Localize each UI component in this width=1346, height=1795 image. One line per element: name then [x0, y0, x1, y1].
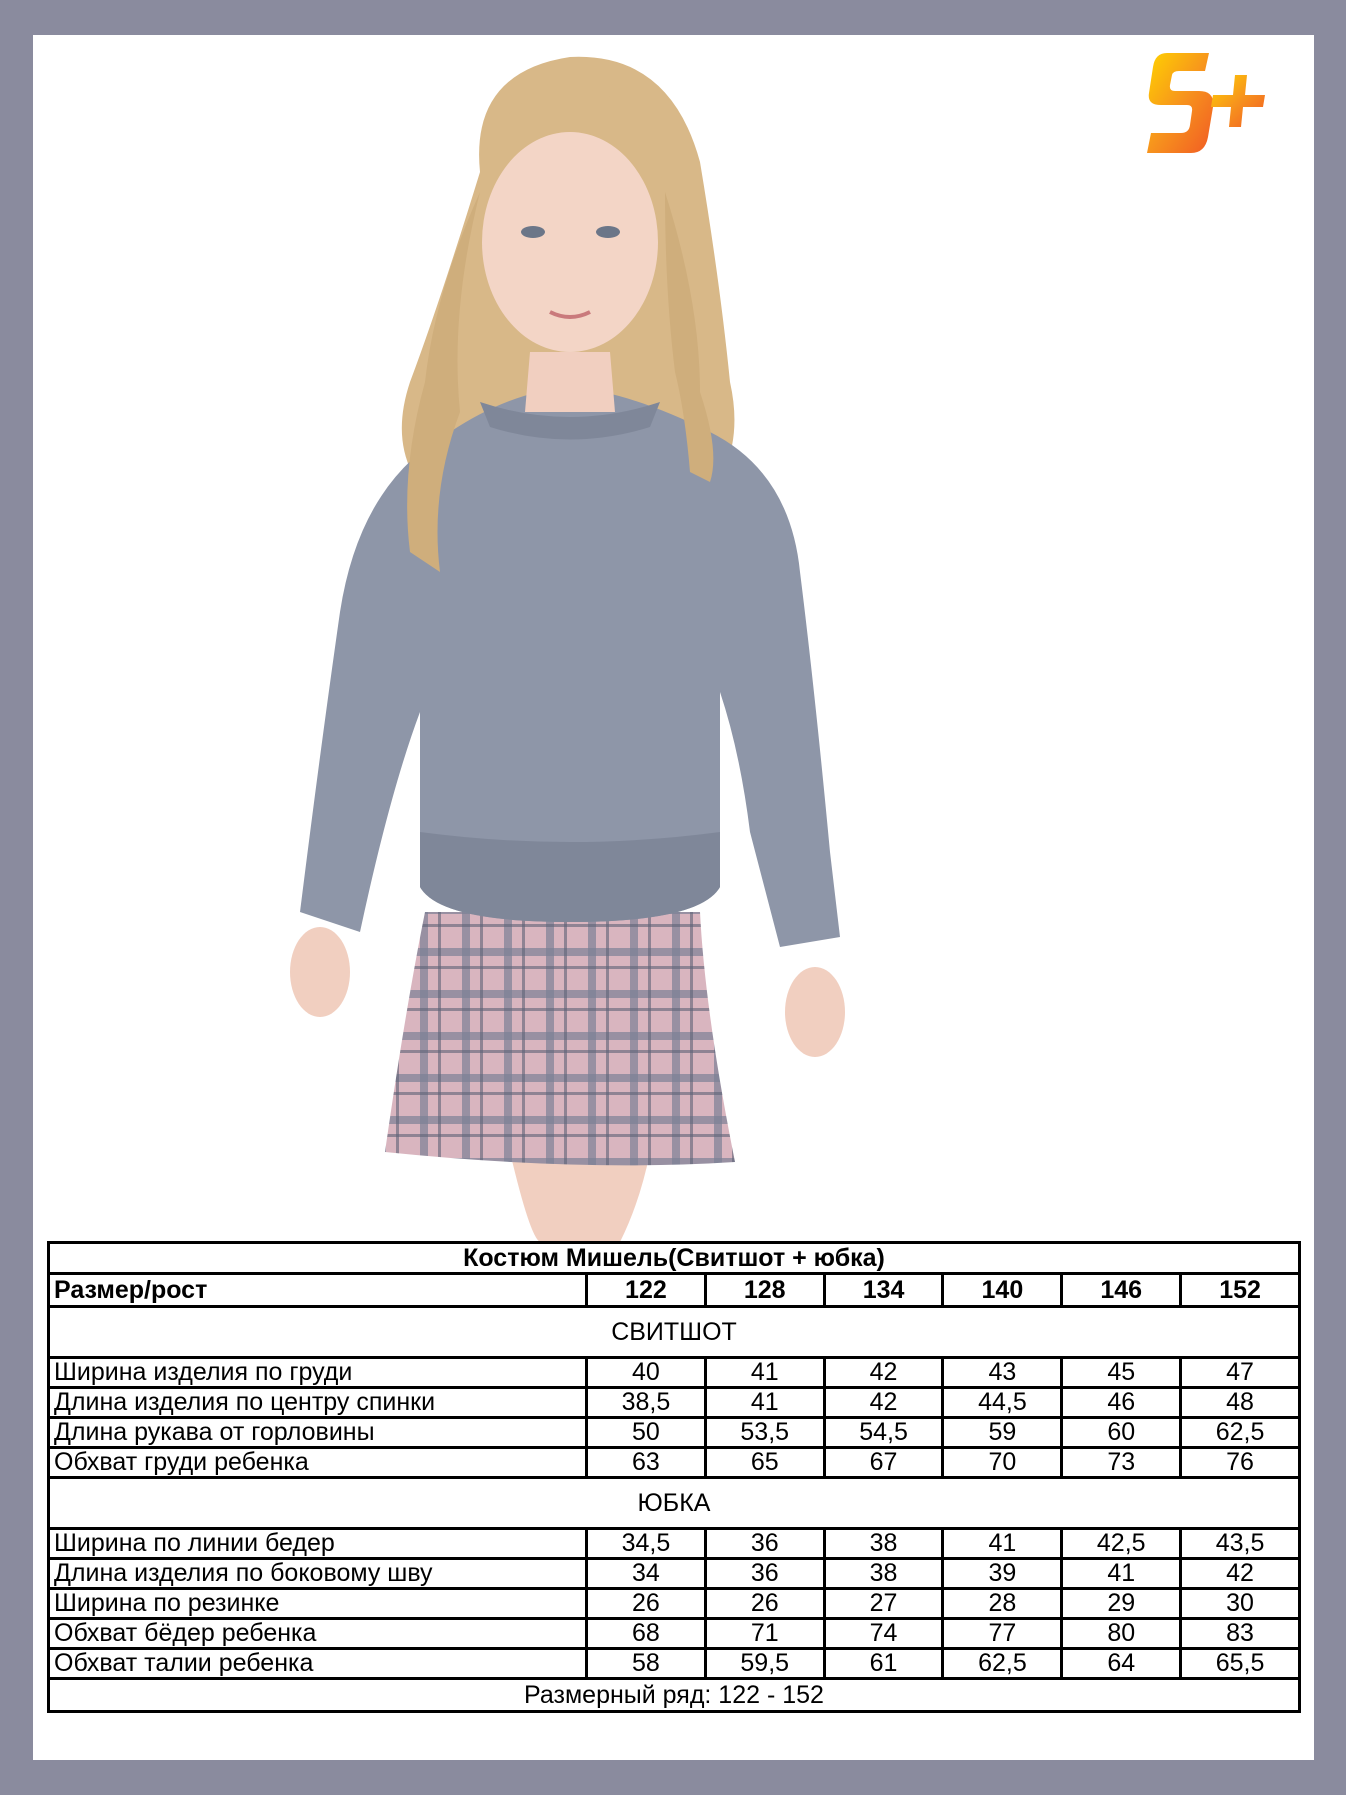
measurement-label: Ширина по резинке [49, 1589, 587, 1619]
measurement-value: 41 [1062, 1559, 1181, 1589]
measurement-label: Обхват груди ребенка [49, 1448, 587, 1478]
section-title: ЮБКА [49, 1478, 1300, 1529]
measurement-label: Длина рукава от горловины [49, 1418, 587, 1448]
measurement-value: 42 [1181, 1559, 1300, 1589]
measurement-value: 54,5 [824, 1418, 943, 1448]
size-header-cell: 128 [705, 1274, 824, 1307]
measurement-value: 71 [705, 1619, 824, 1649]
section-row [49, 1478, 1300, 1529]
size-range-footer: Размерный ряд: 122 - 152 [49, 1679, 1300, 1712]
measurement-value: 30 [1181, 1589, 1300, 1619]
measurement-value: 42 [824, 1358, 943, 1388]
measurement-value: 36 [705, 1559, 824, 1589]
table-row [49, 1418, 1300, 1448]
table-title: Костюм Мишель(Свитшот + юбка) [49, 1243, 1300, 1274]
table-row [49, 1448, 1300, 1478]
measurement-value: 80 [1062, 1619, 1181, 1649]
size-header-cell: 152 [1181, 1274, 1300, 1307]
measurement-value: 26 [587, 1589, 706, 1619]
measurement-label: Ширина изделия по груди [49, 1358, 587, 1388]
measurement-value: 77 [943, 1619, 1062, 1649]
measurement-value: 46 [1062, 1388, 1181, 1418]
measurement-value: 59 [943, 1418, 1062, 1448]
measurement-value: 50 [587, 1418, 706, 1448]
measurement-value: 63 [587, 1448, 706, 1478]
measurement-value: 65,5 [1181, 1649, 1300, 1679]
measurement-value: 41 [705, 1388, 824, 1418]
measurement-value: 42 [824, 1388, 943, 1418]
table-row [49, 1529, 1300, 1559]
measurement-value: 41 [943, 1529, 1062, 1559]
measurement-value: 59,5 [705, 1649, 824, 1679]
size-header-cell: 122 [587, 1274, 706, 1307]
size-header-label: Размер/рост [49, 1274, 587, 1307]
section-title: СВИТШОТ [49, 1307, 1300, 1358]
measurement-value: 39 [943, 1559, 1062, 1589]
measurement-value: 47 [1181, 1358, 1300, 1388]
measurement-value: 45 [1062, 1358, 1181, 1388]
model-photo [280, 52, 980, 1242]
measurement-value: 27 [824, 1589, 943, 1619]
section-row [49, 1307, 1300, 1358]
measurement-value: 41 [705, 1358, 824, 1388]
measurement-value: 53,5 [705, 1418, 824, 1448]
table-row [49, 1388, 1300, 1418]
measurement-value: 43,5 [1181, 1529, 1300, 1559]
measurement-value: 73 [1062, 1448, 1181, 1478]
brand-logo [1147, 45, 1277, 160]
measurement-value: 74 [824, 1619, 943, 1649]
measurement-value: 67 [824, 1448, 943, 1478]
size-chart-table [47, 1241, 1301, 1713]
measurement-value: 64 [1062, 1649, 1181, 1679]
measurement-value: 65 [705, 1448, 824, 1478]
measurement-value: 70 [943, 1448, 1062, 1478]
measurement-label: Обхват талии ребенка [49, 1649, 587, 1679]
table-row [49, 1589, 1300, 1619]
size-header-cell: 146 [1062, 1274, 1181, 1307]
measurement-value: 76 [1181, 1448, 1300, 1478]
table-row [49, 1649, 1300, 1679]
table-row [49, 1358, 1300, 1388]
measurement-value: 34,5 [587, 1529, 706, 1559]
measurement-label: Ширина по линии бедер [49, 1529, 587, 1559]
measurement-value: 40 [587, 1358, 706, 1388]
measurement-label: Обхват бёдер ребенка [49, 1619, 587, 1649]
measurement-value: 48 [1181, 1388, 1300, 1418]
measurement-value: 28 [943, 1589, 1062, 1619]
measurement-value: 61 [824, 1649, 943, 1679]
measurement-value: 38,5 [587, 1388, 706, 1418]
measurement-value: 38 [824, 1529, 943, 1559]
table-row [49, 1559, 1300, 1589]
measurement-value: 62,5 [1181, 1418, 1300, 1448]
size-header-cell: 134 [824, 1274, 943, 1307]
size-header-cell: 140 [943, 1274, 1062, 1307]
measurement-value: 62,5 [943, 1649, 1062, 1679]
measurement-value: 43 [943, 1358, 1062, 1388]
measurement-value: 38 [824, 1559, 943, 1589]
measurement-value: 42,5 [1062, 1529, 1181, 1559]
measurement-value: 36 [705, 1529, 824, 1559]
measurement-value: 26 [705, 1589, 824, 1619]
measurement-value: 34 [587, 1559, 706, 1589]
measurement-value: 83 [1181, 1619, 1300, 1649]
table-row [49, 1619, 1300, 1649]
measurement-value: 60 [1062, 1418, 1181, 1448]
measurement-value: 44,5 [943, 1388, 1062, 1418]
measurement-value: 58 [587, 1649, 706, 1679]
measurement-label: Длина изделия по центру спинки [49, 1388, 587, 1418]
measurement-value: 29 [1062, 1589, 1181, 1619]
measurement-label: Длина изделия по боковому шву [49, 1559, 587, 1589]
measurement-value: 68 [587, 1619, 706, 1649]
